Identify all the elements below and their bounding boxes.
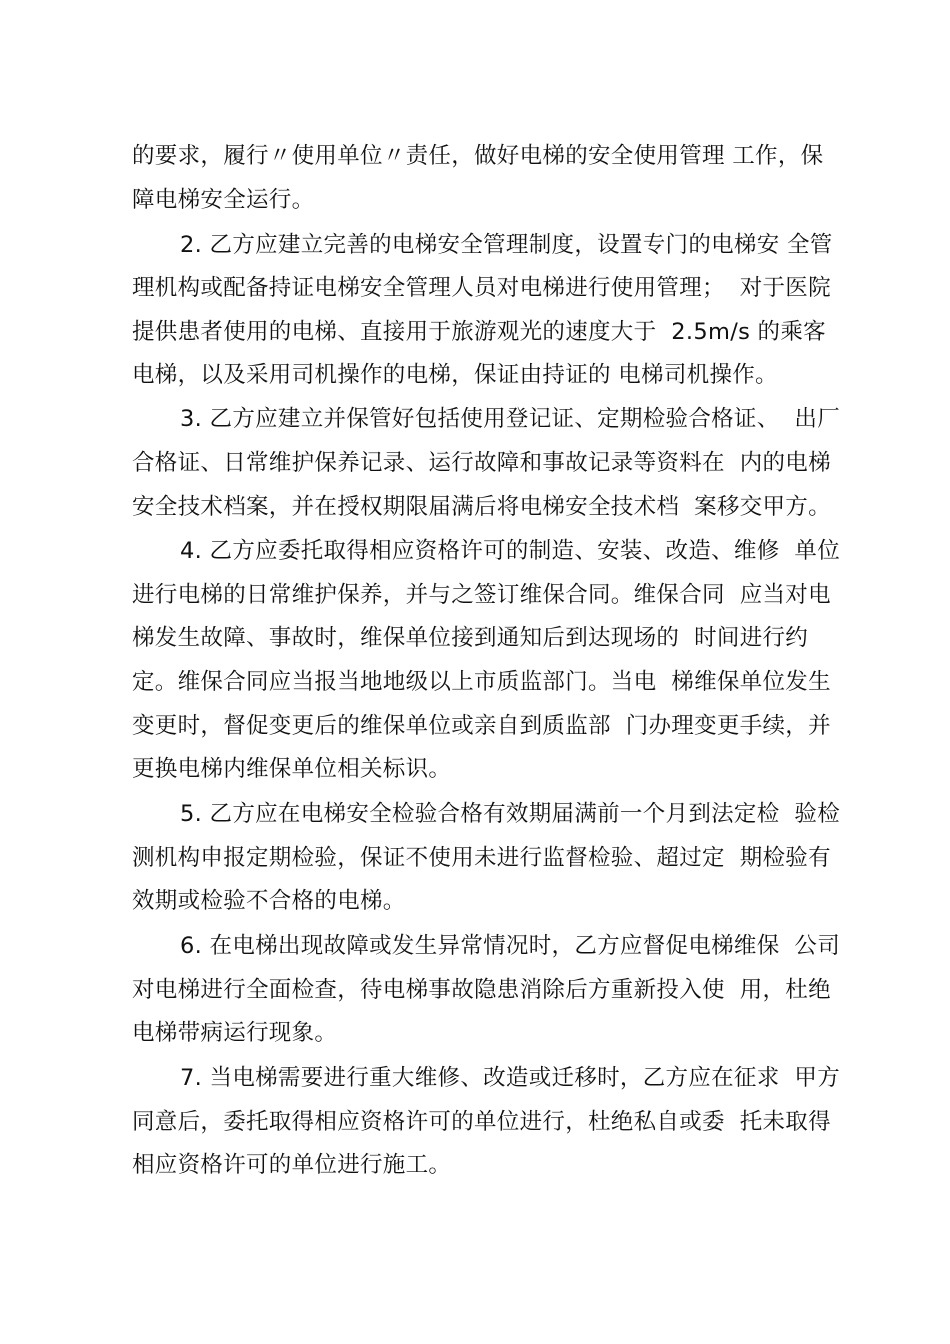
paragraph-3-line: 3. 乙方应建立并保管好包括使用登记证、定期检验合格证、 出厂 bbox=[180, 406, 841, 432]
text-line: 提供患者使用的电梯、直接用于旅游观光的速度大于 2.5m/s 的乘客 bbox=[132, 319, 826, 345]
text-line: 对电梯进行全面检查，待电梯事故隐患消除后方重新投入使 用，杜绝 bbox=[132, 977, 831, 1003]
text-line: 定。维保合同应当报当地地级以上市质监部门。当电 梯维保单位发生 bbox=[132, 669, 831, 695]
paragraph-5-line: 5. 乙方应在电梯安全检验合格有效期届满前一个月到法定检 验检 bbox=[180, 801, 841, 827]
text-line: 合格证、日常维护保养记录、运行故障和事故记录等资料在 内的电梯 bbox=[132, 450, 831, 476]
text-line: 测机构申报定期检验，保证不使用未进行监督检验、超过定 期检验有 bbox=[132, 845, 831, 871]
text-line: 安全技术档案，并在授权期限届满后将电梯安全技术档 案移交甲方。 bbox=[132, 494, 831, 520]
text-line: 的要求，履行〃使用单位〃责任，做好电梯的安全使用管理 工作，保 bbox=[132, 143, 824, 169]
text-line: 相应资格许可的单位进行施工。 bbox=[132, 1152, 452, 1178]
text-line: 理机构或配备持证电梯安全管理人员对电梯进行使用管理； 对于医院 bbox=[132, 275, 831, 301]
text-line: 更换电梯内维保单位相关标识。 bbox=[132, 756, 452, 782]
text-line: 同意后，委托取得相应资格许可的单位进行，杜绝私自或委 托未取得 bbox=[132, 1109, 831, 1135]
text-line: 电梯带病运行现象。 bbox=[132, 1020, 338, 1046]
text-line: 梯发生故障、事故时，维保单位接到通知后到达现场的 时间进行约 bbox=[132, 625, 809, 651]
text-line: 电梯，以及采用司机操作的电梯，保证由持证的 电梯司机操作。 bbox=[132, 362, 778, 388]
text-line: 效期或检验不合格的电梯。 bbox=[132, 888, 406, 914]
paragraph-7-line: 7. 当电梯需要进行重大维修、改造或迁移时，乙方应在征求 甲方 bbox=[180, 1065, 841, 1091]
text-line: 变更时，督促变更后的维保单位或亲自到质监部 门办理变更手续，并 bbox=[132, 713, 831, 739]
text-line: 障电梯安全运行。 bbox=[132, 187, 315, 213]
paragraph-6-line: 6. 在电梯出现故障或发生异常情况时，乙方应督促电梯维保 公司 bbox=[180, 933, 841, 959]
paragraph-2-line: 2. 乙方应建立完善的电梯安全管理制度，设置专门的电梯安 全管 bbox=[180, 232, 833, 258]
paragraph-4-line: 4. 乙方应委托取得相应资格许可的制造、安装、改造、维修 单位 bbox=[180, 538, 841, 564]
text-line: 进行电梯的日常维护保养，并与之签订维保合同。维保合同 应当对电 bbox=[132, 582, 831, 608]
